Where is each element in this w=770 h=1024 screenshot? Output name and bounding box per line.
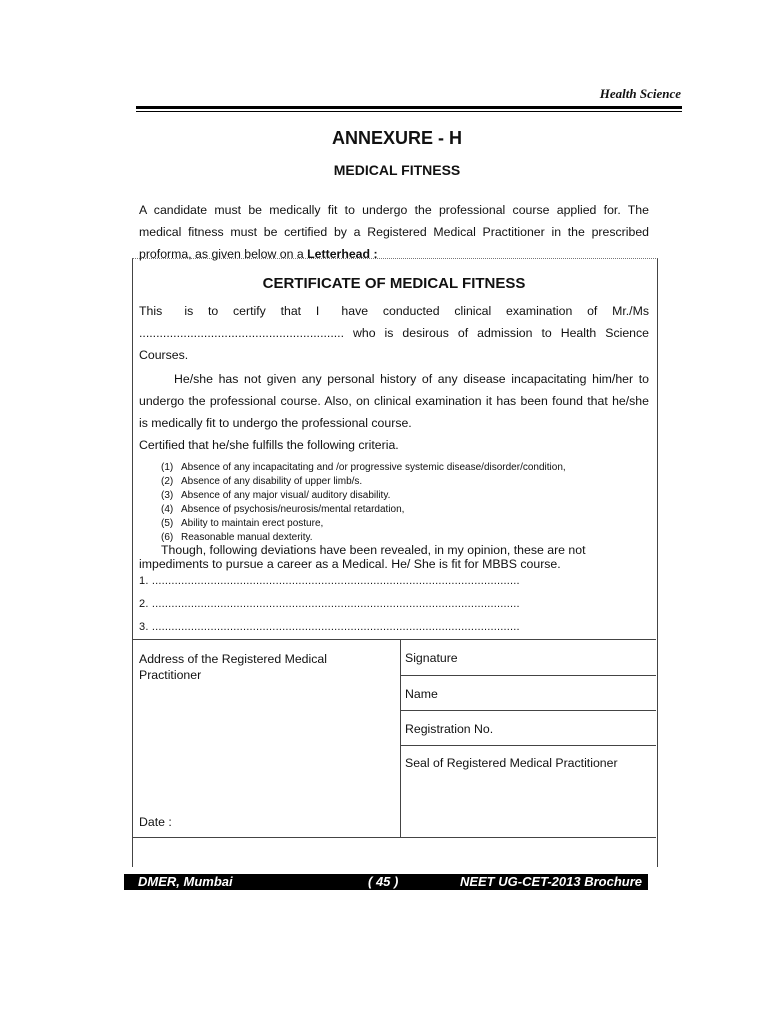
deviation-field-1[interactable]: 1. .................................................................................................................	[139, 575, 520, 587]
criteria-num: (6)	[161, 532, 174, 543]
history-paragraph	[139, 368, 649, 434]
criteria-num: (3)	[161, 490, 174, 501]
letterhead-label: Letterhead :	[307, 247, 378, 261]
form-divider	[400, 639, 401, 837]
certificate-title: CERTIFICATE OF MEDICAL FITNESS	[262, 275, 526, 292]
criteria-text: Absence of psychosis/neurosis/mental retardation,	[181, 504, 405, 515]
criteria-text: Ability to maintain erect posture,	[181, 518, 324, 529]
annexure-title: ANNEXURE - H	[331, 128, 462, 148]
subtitle: MEDICAL FITNESS	[333, 162, 461, 178]
criteria-item	[161, 517, 566, 531]
certify-line-2: ............................................................ who is desirous of admission to Health Science	[139, 326, 649, 340]
history-line-3: is medically fit to undergo the professional course.	[139, 416, 412, 430]
deviation-field-2[interactable]: 2. .................................................................................................................	[139, 598, 520, 610]
header-rule-thin	[136, 111, 682, 112]
criteria-text: Absence of any disability of upper limb/s.	[181, 476, 363, 487]
criteria-item	[161, 461, 566, 475]
cell-border	[400, 710, 656, 711]
form-top-border	[132, 639, 656, 640]
criteria-text: Reasonable manual dexterity.	[181, 532, 313, 543]
intro-line-3-text: proforma, as given below on a	[139, 247, 308, 261]
footer-bar	[124, 874, 648, 890]
certify-line-1: This is to certify that I have conducted clinical examination of Mr./Ms	[139, 304, 649, 318]
footer-right: NEET UG-CET-2013 Brochure	[459, 874, 642, 889]
deviation-line-1: Though, following deviations have been revealed, in my opinion, these are not	[161, 543, 586, 557]
criteria-text: Absence of any major visual/ auditory disability.	[181, 490, 391, 501]
cell-border	[400, 675, 656, 676]
certify-line-3: Courses.	[139, 348, 189, 362]
cell-border	[400, 745, 656, 746]
intro-paragraph	[139, 199, 649, 265]
signature-label: Signature	[405, 651, 458, 665]
certify-paragraph	[139, 300, 649, 366]
date-label: Date :	[139, 815, 172, 829]
criteria-item	[161, 503, 566, 517]
name-label: Name	[405, 687, 438, 701]
history-line-1: He/she has not given any personal history of any disease incapacitating him/her to	[174, 372, 649, 386]
registration-label: Registration No.	[405, 722, 494, 736]
page-number: ( 45 )	[368, 874, 399, 889]
deviation-field-3[interactable]: 3. .................................................................................................................	[139, 621, 520, 633]
deviation-line-2: impediments to pursue a career as a Medical. He/ She is fit for MBBS course.	[139, 557, 561, 571]
deviation-paragraph	[139, 543, 639, 571]
address-label: Address of the Registered Medical Practitioner	[139, 652, 327, 682]
criteria-intro: Certified that he/she fulfills the following criteria.	[139, 438, 399, 452]
criteria-list	[161, 461, 566, 545]
section-header: Health Science	[599, 86, 681, 101]
criteria-num: (1)	[161, 462, 174, 473]
criteria-num: (5)	[161, 518, 174, 529]
intro-line-1: A candidate must be medically fit to undergo the professional course applied for. The	[139, 203, 649, 217]
form-bottom-border	[132, 837, 656, 838]
criteria-item	[161, 489, 566, 503]
criteria-text: Absence of any incapacitating and /or progressive systemic disease/disorder/condition,	[181, 462, 566, 473]
criteria-num: (4)	[161, 504, 174, 515]
intro-line-2: medical fitness must be certified by a Registered Medical Practitioner in the prescribed	[139, 225, 649, 239]
header-rule-thick	[136, 106, 682, 109]
footer-left: DMER, Mumbai	[138, 874, 233, 889]
seal-label: Seal of Registered Medical Practitioner	[405, 756, 618, 770]
history-line-2: undergo the professional course. Also, on clinical examination it has been found that he/she	[139, 394, 649, 408]
criteria-num: (2)	[161, 476, 174, 487]
criteria-item	[161, 475, 566, 489]
